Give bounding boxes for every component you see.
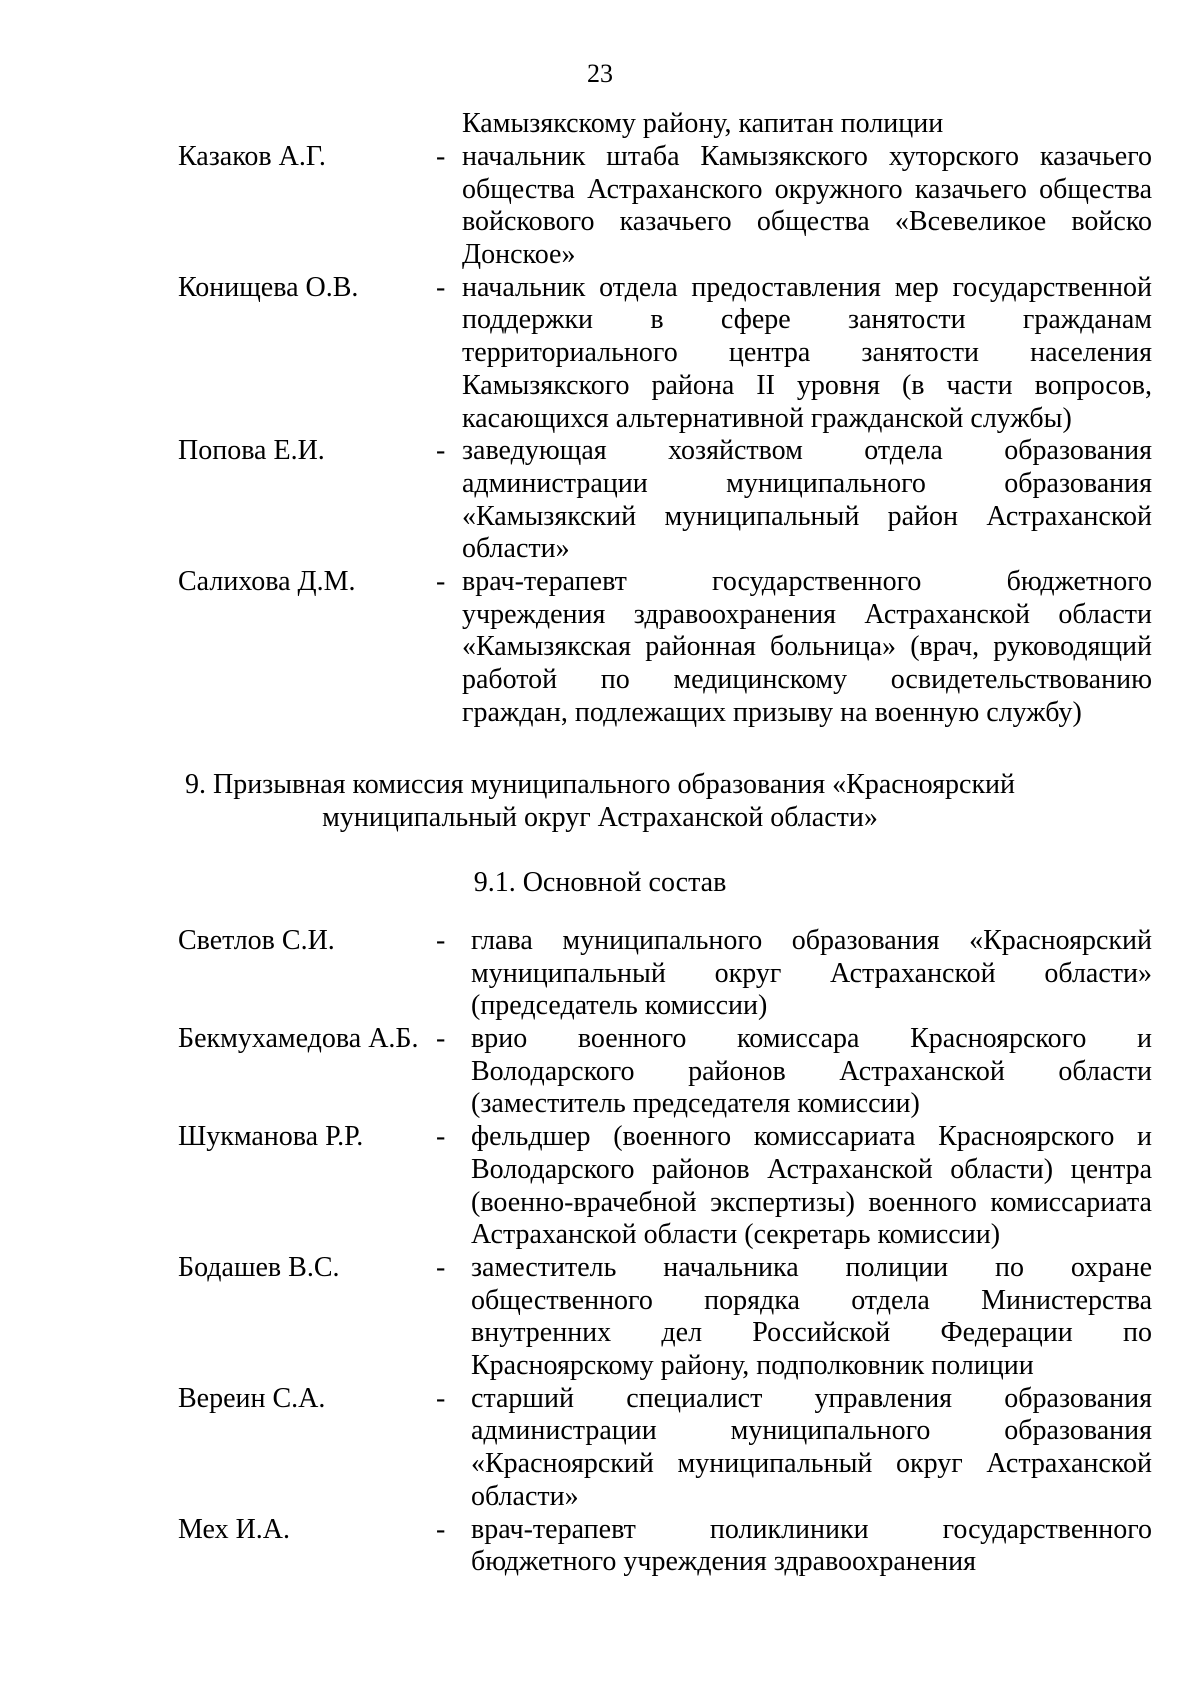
- member-dash: -: [436, 271, 446, 303]
- member-position-line: Красноярскому району, подполковник полиции: [471, 1350, 1034, 1382]
- member-position-line: врач-терапевт поликлиники государственного: [471, 1513, 1152, 1545]
- member-position-line: фельдшер (военного комиссариата Красноярского и: [471, 1121, 1152, 1153]
- top-continuation-text: Камызякскому району, капитан полиции: [462, 108, 944, 139]
- member-position: [471, 1383, 1152, 1514]
- section-heading-line-1: 9. Призывная комиссия муниципального образования «Красноярский: [184, 769, 1016, 800]
- member-dash: -: [436, 566, 446, 598]
- member-name: Бекмухамедова А.Б.: [178, 1023, 419, 1055]
- member-position: [462, 272, 1152, 435]
- member-position: [471, 925, 1152, 1023]
- member-position-line: учреждения здравоохранения Астраханской области: [462, 598, 1152, 630]
- subsection-heading: 9.1. Основной состав: [473, 867, 727, 898]
- member-position: [471, 1514, 1152, 1579]
- member-position-line: «Камызякский муниципальный район Астраханской: [462, 500, 1152, 532]
- member-position-line: области»: [471, 1480, 579, 1512]
- member-dash: -: [436, 1252, 446, 1283]
- member-position-line: «Камызякская районная больница» (врач, руководящий: [462, 631, 1152, 663]
- member-position-line: «Красноярский муниципальный округ Астраханской: [471, 1448, 1152, 1480]
- member-position-line: муниципальный округ Астраханской области»: [471, 957, 1152, 989]
- member-position: [462, 435, 1152, 566]
- member-position-line: области»: [462, 533, 570, 565]
- member-name: Попова Е.И.: [178, 435, 325, 467]
- member-position-line: внутренних дел Российской Федерации по: [471, 1317, 1152, 1349]
- member-position: [471, 1121, 1152, 1252]
- member-position-line: врач-терапевт государственного бюджетного: [462, 566, 1152, 598]
- member-position-line: работой по медицинскому освидетельствованию: [462, 664, 1152, 696]
- member-position-line: поддержки в сфере занятости гражданам: [462, 304, 1152, 336]
- member-position-line: администрации муниципального образования: [462, 467, 1152, 499]
- member-position-line: Астраханской области (секретарь комиссии): [471, 1219, 1001, 1251]
- member-dash: -: [436, 1513, 446, 1545]
- member-dash: -: [436, 435, 446, 467]
- member-position-line: Донское»: [462, 239, 576, 271]
- member-position-line: Камызякского района II уровня (в части вопросов,: [462, 369, 1152, 401]
- member-name: Бодашев В.С.: [178, 1252, 340, 1283]
- member-position-line: старший специалист управления образования: [471, 1382, 1152, 1414]
- member-name: Казаков А.Г.: [178, 141, 326, 172]
- member-name: Конищева О.В.: [178, 271, 359, 303]
- member-position-line: заместитель начальника полиции по охране: [471, 1252, 1152, 1283]
- member-position-line: администрации муниципального образования: [471, 1415, 1152, 1447]
- page-number: 23: [587, 59, 613, 88]
- member-position-line: (заместитель председателя комиссии): [471, 1088, 920, 1120]
- member-dash: -: [436, 1382, 446, 1414]
- member-name: Вереин С.А.: [178, 1382, 326, 1414]
- member-position-line: начальник штаба Камызякского хуторского казачьего: [462, 141, 1152, 172]
- member-position-line: начальник отдела предоставления мер государственной: [462, 271, 1152, 303]
- member-position-line: Володарского районов Астраханской области) центра: [471, 1153, 1152, 1185]
- member-position-line: территориального центра занятости населения: [462, 337, 1152, 369]
- section-heading-line-2: муниципальный округ Астраханской области»: [322, 802, 878, 833]
- member-position-line: войскового казачьего общества «Всевеликое войско: [462, 206, 1152, 238]
- member-position-line: глава муниципального образования «Красноярский: [471, 925, 1152, 956]
- member-dash: -: [436, 925, 446, 956]
- member-position-line: (военно-врачебной экспертизы) военного комиссариата: [471, 1186, 1152, 1218]
- member-position-line: общественного порядка отдела Министерства: [471, 1284, 1152, 1316]
- member-position-line: заведующая хозяйством отдела образования: [462, 435, 1152, 467]
- member-position: [471, 1023, 1152, 1121]
- member-position: [471, 1252, 1152, 1383]
- member-position: [462, 141, 1152, 272]
- member-dash: -: [436, 141, 446, 172]
- member-position-line: Володарского районов Астраханской области: [471, 1055, 1152, 1087]
- member-position-line: касающихся альтернативной гражданской службы): [462, 402, 1072, 434]
- member-dash: -: [436, 1023, 446, 1055]
- member-position-line: общества Астраханского окружного казачьего общества: [462, 173, 1152, 205]
- member-position-line: (председатель комиссии): [471, 990, 768, 1022]
- member-name: Светлов С.И.: [178, 925, 335, 956]
- member-name: Шукманова Р.Р.: [178, 1121, 364, 1153]
- member-dash: -: [436, 1121, 446, 1153]
- member-position-line: врио военного комиссара Красноярского и: [471, 1023, 1152, 1055]
- member-name: Мех И.А.: [178, 1513, 291, 1545]
- member-position-line: граждан, подлежащих призыву на военную службу): [462, 696, 1082, 728]
- member-position: [462, 566, 1152, 729]
- member-position-line: бюджетного учреждения здравоохранения: [471, 1546, 977, 1578]
- member-name: Салихова Д.М.: [178, 566, 356, 598]
